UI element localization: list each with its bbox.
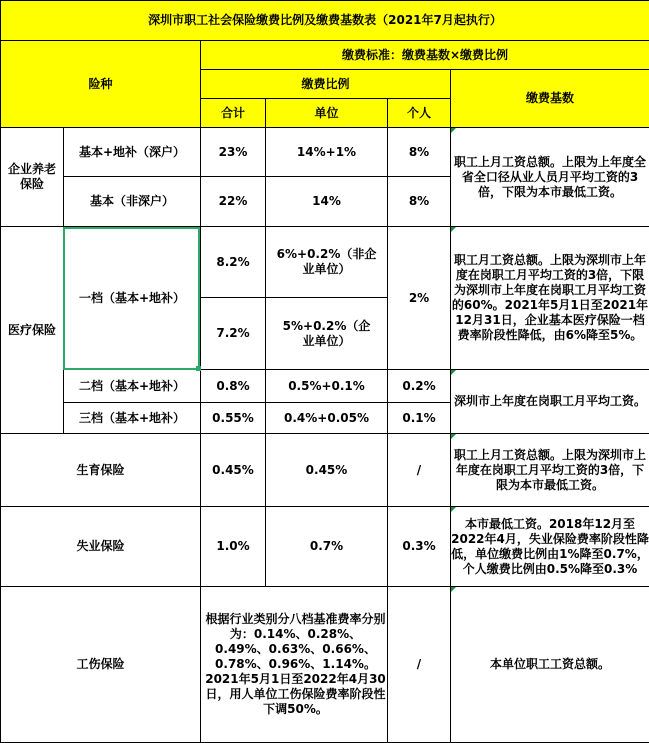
header-employer[interactable]: 单位 (266, 99, 388, 128)
table-title[interactable]: 深圳市职工社会保险缴费比例及缴费基数表（2021年7月起执行） (1, 1, 649, 41)
medical-tier3-total[interactable]: 0.55% (201, 403, 266, 434)
pension-individual-2[interactable]: 8% (388, 177, 451, 227)
maternity-name[interactable]: 生育保险 (1, 434, 201, 507)
medical-tier1-type[interactable]: 一档（基本+地补） (64, 227, 201, 370)
header-ratio[interactable]: 缴费比例 (201, 70, 451, 99)
pension-name[interactable]: 企业养老保险 (1, 128, 64, 227)
medical-tier2-total[interactable]: 0.8% (201, 370, 266, 403)
pension-employer-2[interactable]: 14% (266, 177, 388, 227)
medical-tier2-employer[interactable]: 0.5%+0.1% (266, 370, 388, 403)
header-standard[interactable]: 缴费标准：缴费基数×缴费比例 (201, 41, 649, 70)
maternity-individual[interactable]: / (388, 434, 451, 507)
maternity-total[interactable]: 0.45% (201, 434, 266, 507)
comment-marker (451, 227, 456, 232)
pension-employer-1[interactable]: 14%+1% (266, 128, 388, 177)
medical-tier3-type[interactable]: 三档（基本+地补） (64, 403, 201, 434)
pension-individual-1[interactable]: 8% (388, 128, 451, 177)
medical-name[interactable]: 医疗保险 (1, 227, 64, 434)
medical-tier2-individual[interactable]: 0.2% (388, 370, 451, 403)
medical-tier1-total-b[interactable]: 7.2% (201, 298, 266, 370)
header-individual[interactable]: 个人 (388, 99, 451, 128)
injury-name[interactable]: 工伤保险 (1, 587, 201, 743)
comment-marker (451, 434, 456, 439)
injury-ratio[interactable]: 根据行业类别分八档基准费率分别为：0.14%、0.28%、0.49%、0.63%、0.66%、0.78%、0.96%、1.14%。2021年5月1日至2022年4月30日，用人单位工伤保险费率阶段性下调50%。 (201, 587, 388, 743)
medical-tier1-individual[interactable]: 2% (388, 227, 451, 370)
injury-individual[interactable]: / (388, 587, 451, 743)
pension-total-1[interactable]: 23% (201, 128, 266, 177)
pension-type-2[interactable]: 基本（非深户） (64, 177, 201, 227)
medical-tier1-employer-b[interactable]: 5%+0.2%（企业单位） (266, 298, 388, 370)
pension-total-2[interactable]: 22% (201, 177, 266, 227)
injury-base[interactable]: 本单位职工工资总额。 (451, 587, 649, 743)
unemployment-base[interactable]: 本市最低工资。2018年12月至2022年4月，失业保险费率阶段性降低，单位缴费比例由1%降至0.7%，个人缴费比例由0.5%降至0.3% (451, 507, 649, 587)
comment-marker (451, 370, 456, 375)
header-total[interactable]: 合计 (201, 99, 266, 128)
comment-marker (451, 507, 456, 512)
fill-handle[interactable] (196, 366, 201, 371)
header-insurance-type[interactable]: 险种 (1, 41, 201, 128)
medical-tier3-employer[interactable]: 0.4%+0.05% (266, 403, 388, 434)
comment-marker (451, 128, 456, 133)
medical-tier3-individual[interactable]: 0.1% (388, 403, 451, 434)
medical-tier23-base[interactable]: 深圳市上年度在岗职工月平均工资。 (451, 370, 649, 434)
header-base[interactable]: 缴费基数 (451, 70, 649, 128)
pension-type-1[interactable]: 基本+地补（深户） (64, 128, 201, 177)
pension-base[interactable]: 职工上月工资总额。上限为上年度全省全口径从业人员月平均工资的3倍，下限为本市最低工资。 (451, 128, 649, 227)
medical-tier1-total-a[interactable]: 8.2% (201, 227, 266, 298)
medical-tier1-employer-a[interactable]: 6%+0.2%（非企业单位） (266, 227, 388, 298)
medical-tier2-type[interactable]: 二档（基本+地补） (64, 370, 201, 403)
maternity-base[interactable]: 职工上月工资总额。上限为深圳市上年度在岗职工月平均工资的3倍，下限为本市最低工资。 (451, 434, 649, 507)
unemployment-employer[interactable]: 0.7% (266, 507, 388, 587)
maternity-employer[interactable]: 0.45% (266, 434, 388, 507)
comment-marker (451, 587, 456, 592)
medical-tier1-base[interactable]: 职工月工资总额。上限为深圳市上年度在岗职工月平均工资的3倍，下限为深圳市上年度在岗职工月平均工资的60%。2021年5月1日至2021年12月31日，企业基本医疗保险一档费率阶段性降低，由6%降至5%。 (451, 227, 649, 370)
unemployment-name[interactable]: 失业保险 (1, 507, 201, 587)
unemployment-total[interactable]: 1.0% (201, 507, 266, 587)
unemployment-individual[interactable]: 0.3% (388, 507, 451, 587)
